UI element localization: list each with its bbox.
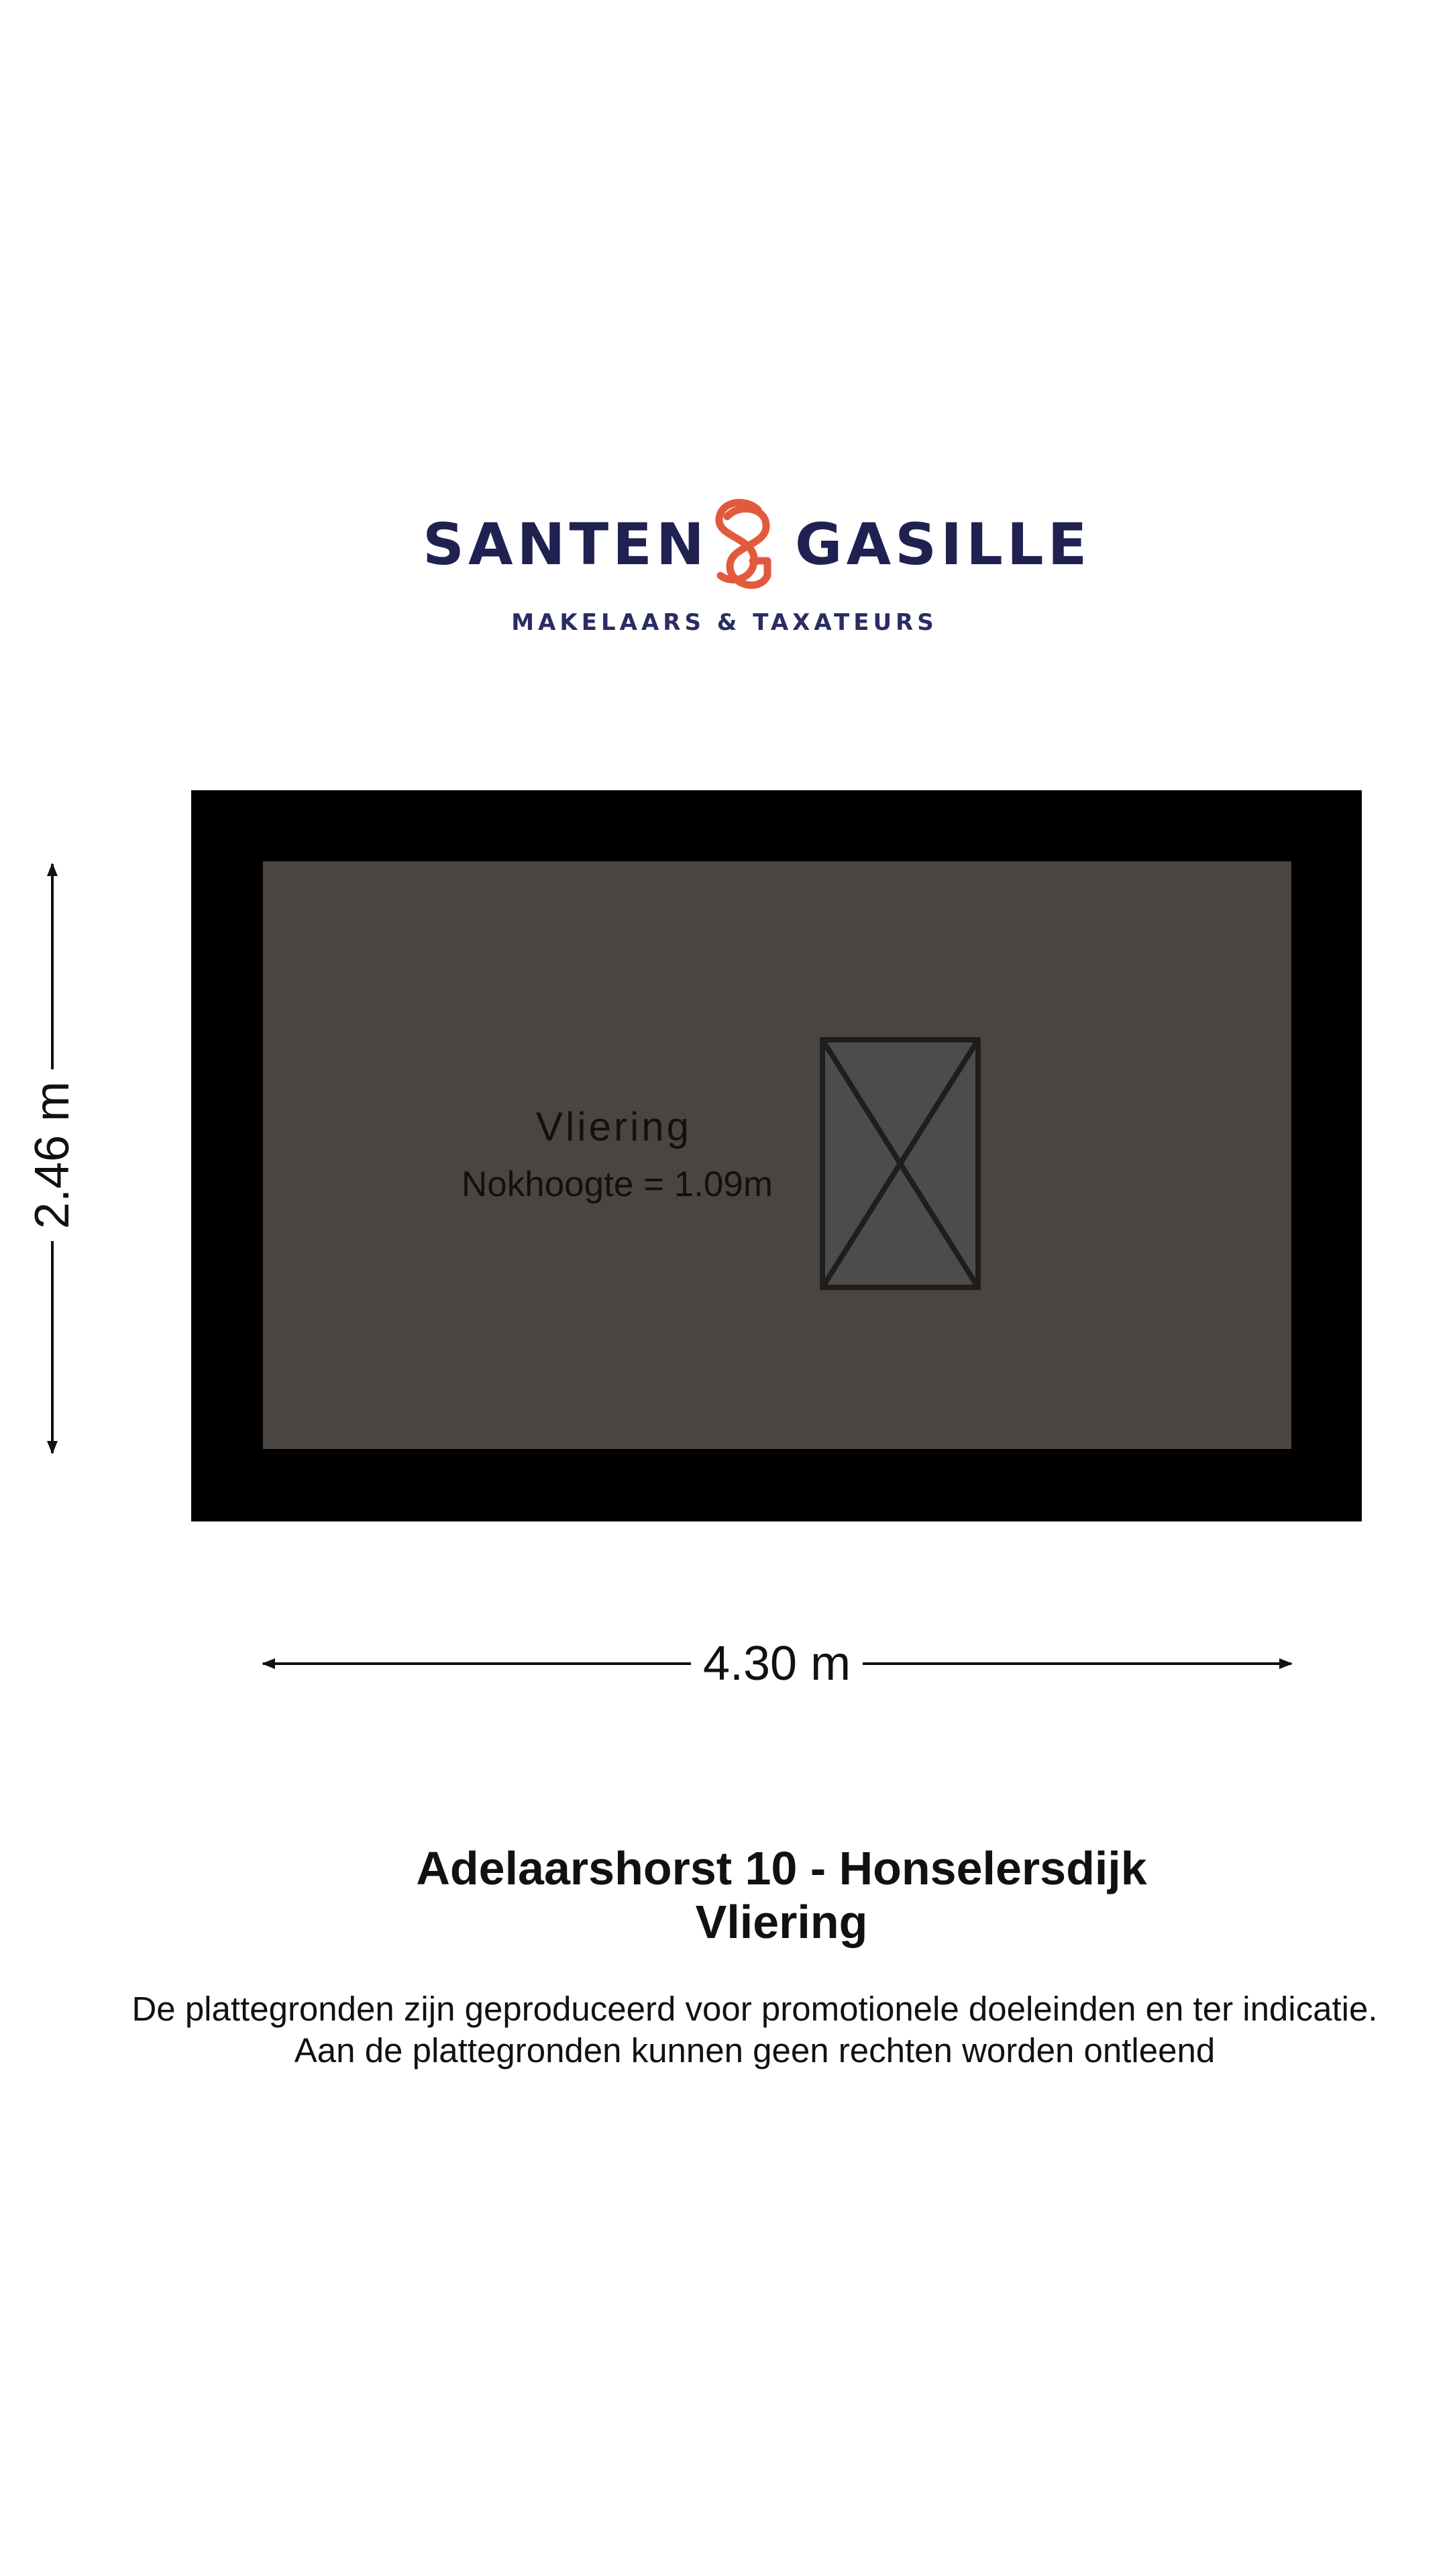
floor-level-title: Vliering	[695, 1896, 868, 1948]
room-name: Vliering	[535, 1104, 692, 1149]
room-ridge-height: Nokhoogte = 1.09m	[461, 1165, 773, 1204]
logo-brand-left: SANTEN	[423, 511, 708, 578]
width-dimension-label: 4.30 m	[691, 1636, 863, 1691]
disclaimer-line-2: Aan de plattegronden kunnen geen rechten worden ontleend	[294, 2031, 1216, 2070]
disclaimer-line-1: De plattegronden zijn geproduceerd voor promotionele doeleinden en ter indicatie.	[131, 1990, 1378, 2028]
property-address: Adelaarshorst 10 - Honselersdijk	[416, 1842, 1147, 1894]
logo-brand-right: GASILLE	[795, 511, 1091, 578]
logo-tagline: MAKELAARS & TAXATEURS	[511, 609, 938, 636]
depth-dimension-label: 2.46 m	[25, 1069, 80, 1241]
